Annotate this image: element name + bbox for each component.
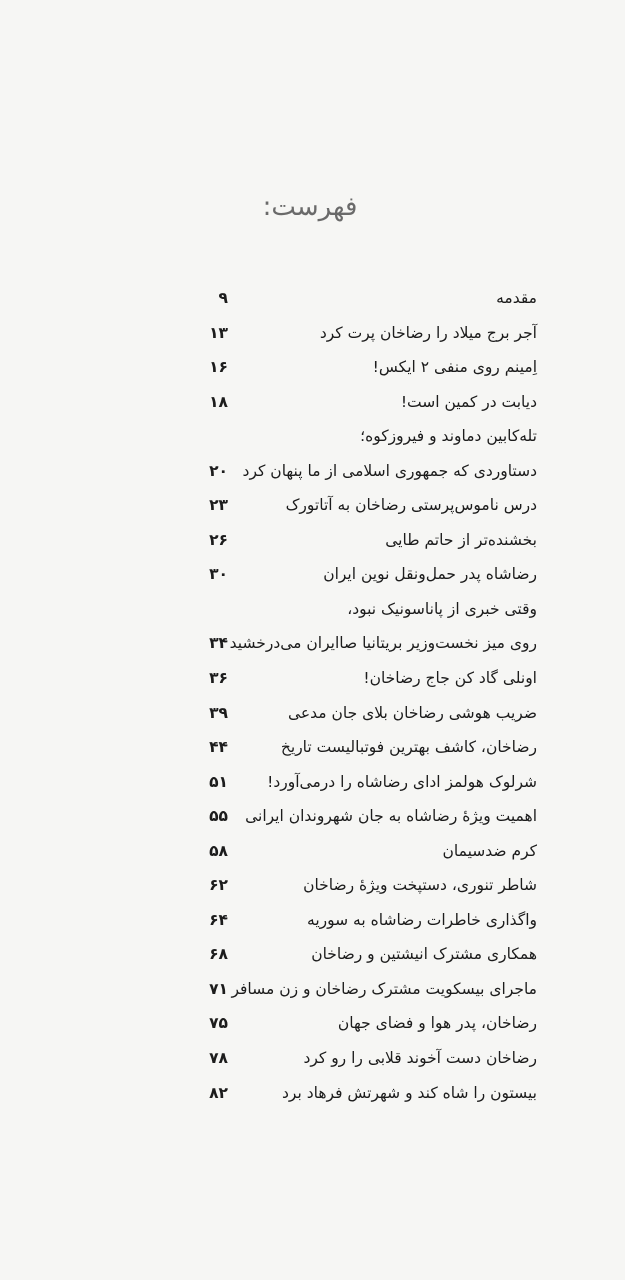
toc-entry [0, 1077, 625, 1112]
toc-title: فهرست: [262, 192, 358, 222]
toc-entry-title: ضریب هوشی رضاخان بلای جان مدعی [287, 703, 537, 722]
toc-entry-page-number: ۲۰ [209, 461, 228, 480]
toc-entry [0, 904, 625, 939]
toc-entry-title: درس ناموس‌پرستی رضاخان به آتاتورک [285, 496, 537, 515]
toc-entry-title: اِمینم روی منفی ۲ ایکس! [372, 358, 537, 377]
toc-entry [0, 869, 625, 904]
toc-entry-title: اونلی گاد کن جاج رضاخان! [363, 669, 537, 688]
toc-entry-page-number: ۵۵ [209, 807, 228, 826]
toc-entry-page-number: ۶۲ [209, 876, 228, 895]
toc-list [0, 282, 625, 1111]
toc-entry-title: دستاوردی که جمهوری اسلامی از ما پنهان کرد [242, 461, 537, 480]
toc-entry [0, 627, 625, 662]
toc-entry-title: رضاشاه پدر حمل‌ونقل نوین ایران [323, 565, 537, 584]
toc-entry-title: بیستون را شاه کند و شهرتش فرهاد برد [282, 1083, 537, 1102]
toc-entry-title: تله‌کابین دماوند و فیروزکوه؛ [360, 427, 537, 446]
toc-entry-title: رضاخان، پدر هوا و فضای جهان [337, 1014, 537, 1033]
toc-entry-title: بخشنده‌تر از حاتم طایی [385, 530, 537, 549]
toc-entry [0, 386, 625, 421]
toc-entry [0, 420, 625, 455]
toc-entry-page-number: ۱۸ [209, 392, 228, 411]
toc-entry-title: کرم ضدسیمان [442, 841, 537, 860]
toc-entry-page-number: ۷۸ [209, 1049, 228, 1068]
toc-entry [0, 938, 625, 973]
toc-entry [0, 455, 625, 490]
toc-entry-title: رضاخان دست آخوند قلابی را رو کرد [303, 1049, 537, 1068]
toc-entry-page-number: ۱۳ [209, 323, 228, 342]
toc-entry [0, 766, 625, 801]
toc-entry-title: اهمیت ویژهٔ رضاشاه به جان شهروندان ایرانی [245, 807, 537, 826]
toc-entry-title: آجر برج میلاد را رضاخان پرت کرد [319, 323, 537, 342]
toc-entry-title: واگذاری خاطرات رضاشاه به سوریه [307, 910, 537, 929]
toc-entry-title: رضاخان، کاشف بهترین فوتبالیست تاریخ [280, 738, 537, 757]
toc-entry [0, 282, 625, 317]
toc-entry-page-number: ۴۴ [209, 738, 228, 757]
toc-entry-page-number: ۳۹ [209, 703, 228, 722]
toc-entry [0, 800, 625, 835]
toc-entry-page-number: ۸۲ [209, 1083, 228, 1102]
toc-entry-title: دیابت در کمین است! [400, 392, 537, 411]
toc-entry-page-number: ۳۴ [209, 634, 228, 653]
toc-entry [0, 317, 625, 352]
toc-entry-title: وقتی خبری از پاناسونیک نبود، [347, 599, 537, 618]
toc-entry-page-number: ۱۶ [209, 358, 228, 377]
toc-entry [0, 489, 625, 524]
toc-entry-page-number: ۶۸ [209, 945, 228, 964]
toc-entry [0, 351, 625, 386]
toc-entry-page-number: ۳۶ [209, 669, 228, 688]
toc-entry [0, 697, 625, 732]
toc-entry-page-number: ۲۶ [209, 530, 228, 549]
toc-entry [0, 973, 625, 1008]
toc-entry [0, 1007, 625, 1042]
toc-entry [0, 835, 625, 870]
toc-entry [0, 593, 625, 628]
toc-entry-title: مقدمه [496, 289, 537, 307]
toc-entry-page-number: ۷۱ [209, 979, 228, 998]
toc-entry [0, 524, 625, 559]
toc-entry-title: شاطر تنوری، دستپخت ویژهٔ رضاخان [303, 876, 537, 895]
toc-entry-page-number: ۳۰ [209, 565, 228, 584]
toc-entry-page-number: ۵۱ [209, 772, 228, 791]
toc-entry-title: همکاری مشترک انیشتین و رضاخان [311, 945, 537, 964]
toc-entry [0, 1042, 625, 1077]
toc-entry-page-number: ۹ [218, 289, 228, 307]
toc-entry-page-number: ۲۳ [209, 496, 228, 515]
toc-entry [0, 558, 625, 593]
toc-entry-page-number: ۵۸ [209, 841, 228, 860]
toc-entry [0, 731, 625, 766]
toc-entry-page-number: ۷۵ [209, 1014, 228, 1033]
toc-entry [0, 662, 625, 697]
toc-entry-title: ماجرای بیسکویت مشترک رضاخان و زن مسافر [231, 979, 537, 998]
toc-entry-title: شرلوک هولمز ادای رضاشاه را درمی‌آورد! [267, 772, 537, 791]
toc-entry-page-number: ۶۴ [209, 910, 228, 929]
toc-entry-title: روی میز نخست‌وزیر بریتانیا صاایران می‌درخشید [229, 634, 537, 653]
